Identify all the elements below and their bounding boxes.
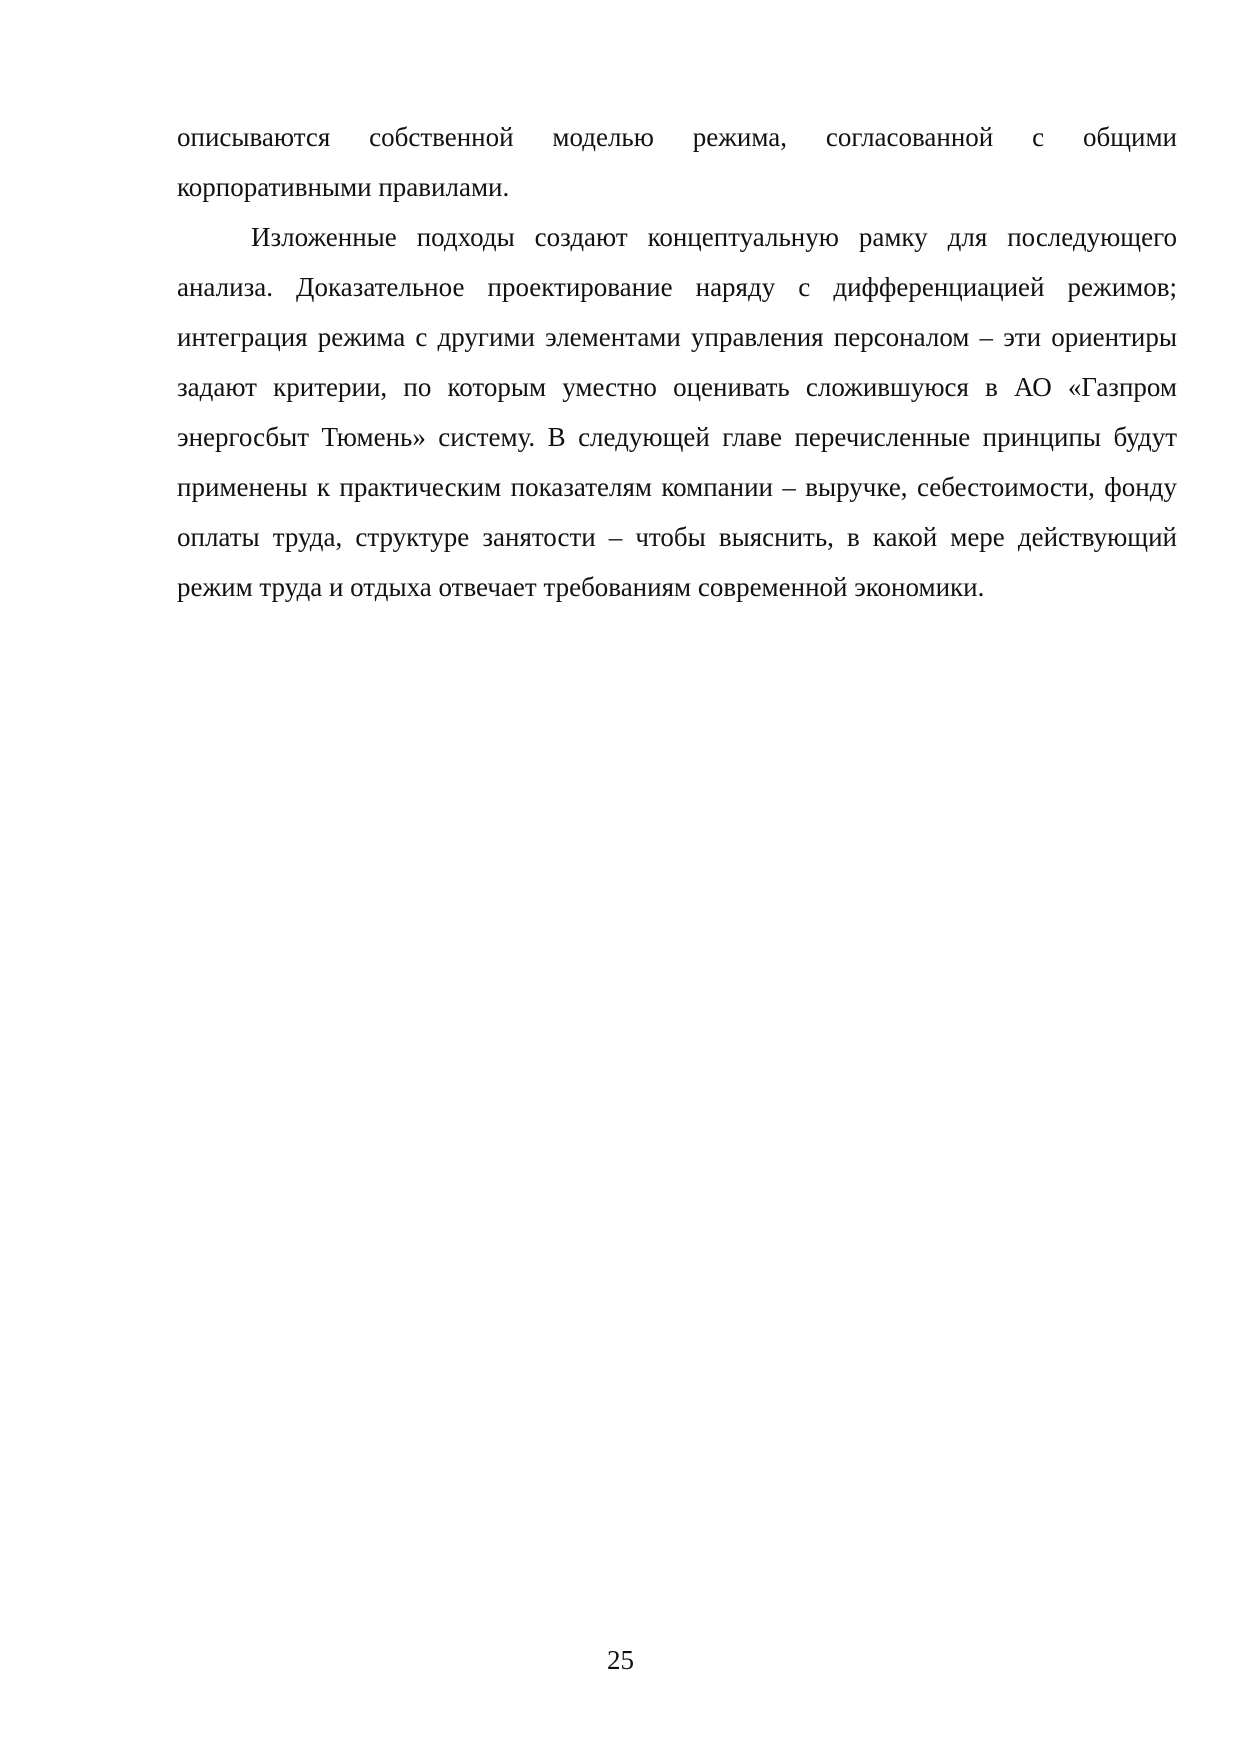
page-number: 25: [607, 1645, 634, 1675]
body-text: [177, 112, 1177, 612]
paragraph-continuation: описываются собственной моделью режима, согласованной с общими корпоративными правилами.: [177, 122, 1177, 202]
paragraph: Изложенные подходы создают концептуальную рамку для последующего анализа. Доказательное проектирование наряду с дифференциацией режимов; интеграция режима с другими элементами управления персоналом – эти ориентиры задают критерии, по которым уместно оценивать сложившуюся в АО «Газпром энергосбыт Тюмень» систему. В следующей главе перечисленные принципы будут применены к практическим показателям компании – выручке, себестоимости, фонду оплаты труда, структуре занятости – чтобы выяснить, в какой мере действующий режим труда и отдыха отвечает требованиям современной экономики.: [177, 222, 1177, 602]
